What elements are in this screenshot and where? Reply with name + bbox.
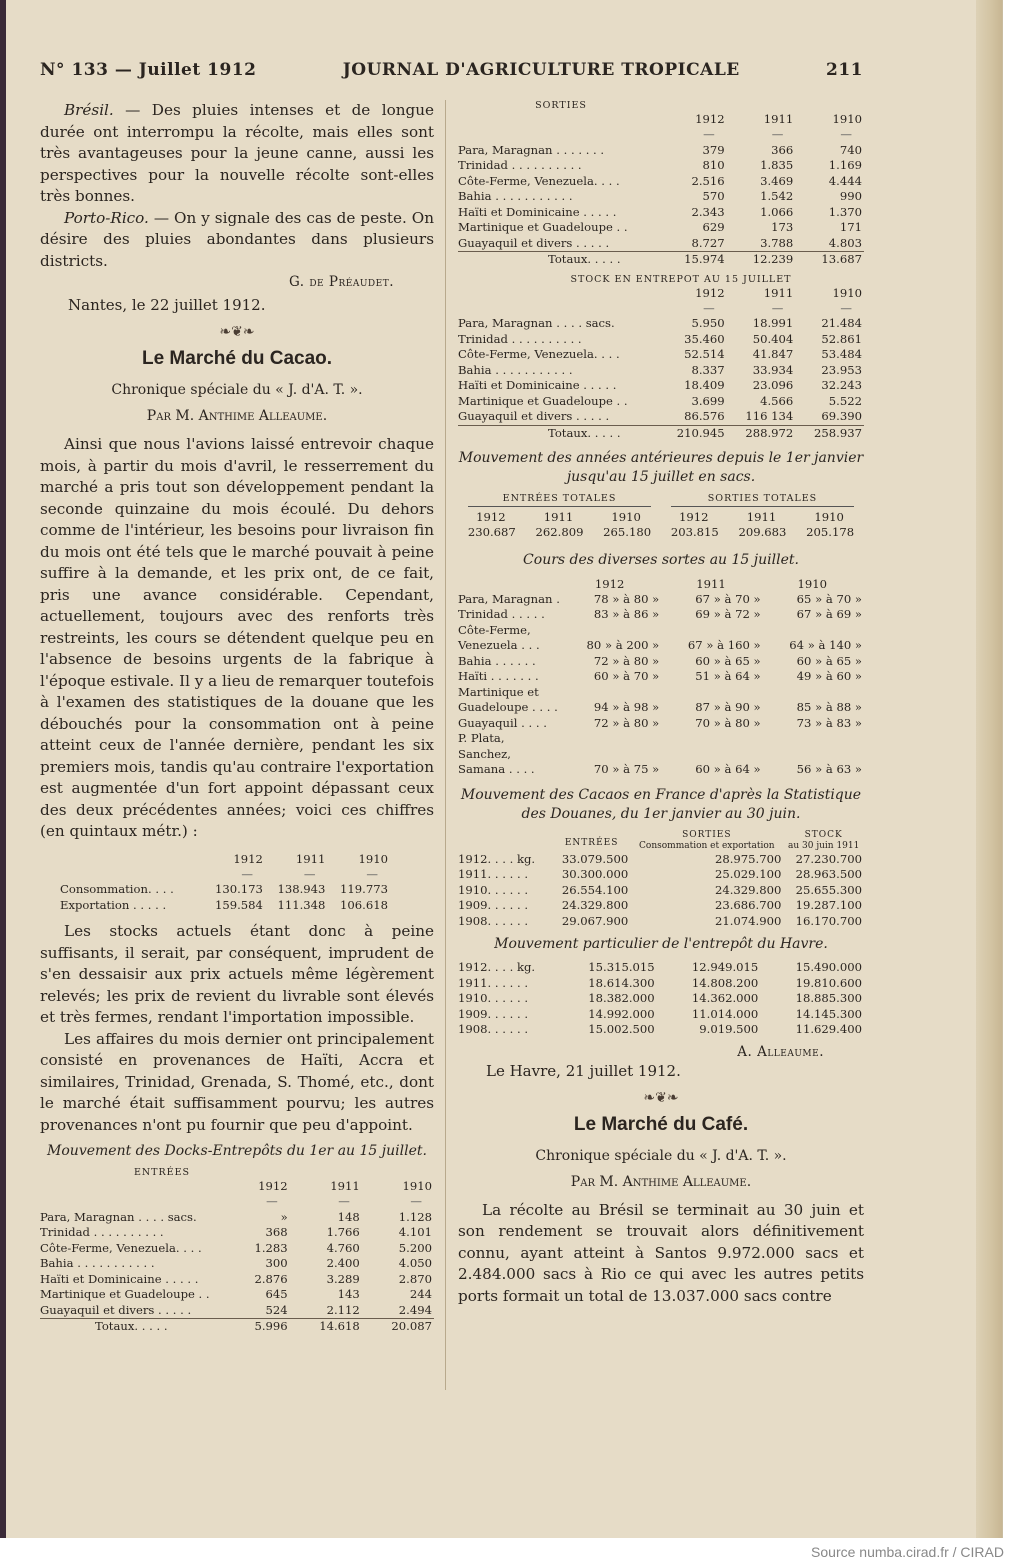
entrees-heading: ENTRÉES: [133, 1167, 191, 1178]
table-row: 230.687 262.809 265.180 203.815 209.683 205.178: [467, 525, 855, 539]
table-row: Para, Maragnan . . . . sacs. 5.950 18.991 21.484: [458, 316, 862, 330]
table-row: Haïti et Dominicaine . . . . . 2.876 3.289 2.870: [40, 1271, 432, 1286]
cours-caption: Cours des diverses sortes au 15 juillet.: [523, 551, 799, 568]
cours-table: 1912 1911 1910 Para, Maragnan . 78 » à 80 » 67 » à 70 » 65 » à 70 » Trinidad . . . . . 83 » à 86 » 69 » à 72 » 67 » à 69 » Côte-Ferme, Venezuela . . . 80 » à 200 » 67 » à 160 » 64 » à 140 » Bahia . . . . . . 72 » à 80 » 60 » à 65 » 60 » à 65 » Haïti . . . . . . . 60 » à 70 » 51 » à 64 » 49 » à 60 » Martinique et Guadeloupe . . . . 94 » à 98 » 87 » à 90 » 85 » à 88 » Guayaquil . . . . 72 » à 80 » 70 » à 80 » 73 » à 83 » P. Plata, Sanchez, Samana . . . . 70 » à 75 » 60 » à 64 » 56 » à 63 »: [458, 576, 862, 776]
table-row: Exportation . . . . . 159.584 111.348 106.618: [60, 897, 388, 912]
table-row: 1908. . . . . . 29.067.900 21.074.900 16.170.700: [458, 913, 862, 928]
table-row: Consommation. . . . 130.173 138.943 119.773: [60, 882, 388, 896]
table-row: Bahia . . . . . . . . . . . 8.337 33.934 23.953: [458, 362, 862, 377]
table-row: Martinique et Guadeloupe . . 629 173 171: [458, 220, 862, 234]
table-row: Haïti . . . . . . . 60 » à 70 » 51 » à 64 » 49 » à 60 »: [458, 669, 862, 683]
table-row: Para, Maragnan . 78 » à 80 » 67 » à 70 » 65 » à 70 »: [458, 591, 862, 606]
france-caption: Mouvement des Cacaos en France d'après la Statistique des Douanes, du 1er janvier au 30 juin.: [460, 786, 862, 822]
mvt-caption: Mouvement des années antérieures depuis le 1er janvier jusqu'au 15 juillet en sacs.: [458, 450, 864, 485]
conso-table: 1912 1911 1910 — — — Consommation. . . . 130.173 138.943 119.773 Exportation . . . . . 159.584 111.348 106.618: [60, 851, 388, 912]
sorties-heading: SORTIES: [535, 100, 587, 111]
cafe-title: Le Marché du Café.: [573, 1113, 749, 1135]
cacao-title: Le Marché du Cacao.: [141, 348, 333, 369]
table-row: Para, Maragnan . . . . sacs. » 148 1.128: [40, 1209, 432, 1224]
left-column: [40, 100, 434, 1335]
cacao-subtitle: Chronique spéciale du « J. d'A. T. ».: [111, 382, 363, 398]
cafe-author: Par M. Anthime Alleaume.: [570, 1173, 752, 1190]
totals-row: Totaux. . . . . 15.974 12.239 13.687: [458, 252, 864, 268]
table-row: Trinidad . . . . . . . . . . 35.460 50.404 52.861: [458, 331, 862, 346]
table-row: 1911. . . . . . 30.300.000 25.029.100 28.963.500: [458, 867, 862, 881]
table-row: 1908. . . . . . 15.002.500 9.019.500 11.629.400: [458, 1022, 862, 1036]
table-row: Guayaquil et divers . . . . . 524 2.112 2.494: [40, 1302, 432, 1317]
right-column: [458, 100, 864, 1307]
table-row: Guayaquil et divers . . . . . 86.576 116 134 69.390: [458, 409, 862, 423]
column-rule: [445, 100, 446, 1390]
table-row: Martinique et Guadeloupe . . 645 143 244: [40, 1287, 432, 1301]
table-row: Bahia . . . . . . 72 » à 80 » 60 » à 65 » 60 » à 65 »: [458, 653, 862, 668]
cacao-paragraph-2: Les stocks actuels étant donc à peine suffisants, il serait, par conséquent, imprudent de s'en dessaisir aux prix actuels même légèrement relevés; les prix de revient du livrable sont élevés et très fermes, rendant l'importation impossible.: [40, 922, 434, 1026]
cacao-paragraph-1: Ainsi que nous l'avions laissé entrevoir chaque mois, à partir du mois d'avril, le resserrement du marché a pris tout son développement pendant la seconde quinzaine du mois écoulé. Du dehors comme de l'intérieur, les besoins pour livraison fin du mois ont été tels que le marché pouvait à peine suffire à la demande, et les prix ont, de ce fait, pris une avance considérable. Cependant, actuellement, toujours avec des renforts très restreints, les cours se détendent quelque peu en l'absence de besoins urgents de la fabrique à l'époque estivale. Il y a lieu de remarquer toutefois à l'examen des statistiques de la douane que les débouchés pour la consommation ont à peine atteint ceux de l'année dernière, pendant les six premiers mois, tandis qu'au contraire l'exportation est augmentée d'un fort appoint dépassant ceux des deux précédentes années; voici ces chiffres (en quintaux métr.) :: [40, 435, 434, 840]
table-row: 1909. . . . . . 14.992.000 11.014.000 14.145.300: [458, 1006, 862, 1021]
ornament-divider-2: ❧❦❧: [643, 1089, 679, 1106]
table-row: 1911. . . . . . 18.614.300 14.808.200 19.810.600: [458, 975, 862, 990]
table-row: Bahia . . . . . . . . . . . 300 2.400 4.050: [40, 1256, 432, 1270]
signature-alleaume: A. Alleaume.: [737, 1043, 824, 1060]
table-row: P. Plata, Sanchez, Samana . . . . 70 » à 75 » 60 » à 64 » 56 » à 63 »: [458, 731, 862, 776]
table-row: Haïti et Dominicaine . . . . . 18.409 23.096 32.243: [458, 378, 862, 392]
sorties-table: 1912 1911 1910 — — — Para, Maragnan . . . . . . . 379 366 740 Trinidad . . . . . . . . . . 810 1.835 1.169 Côte-Ferme, Venezuela. . . . 2.516 3.469 4.444 Bahia . . . . . . . . . . . 570 1.542 990 Haïti et Dominicaine . . . . . 2.343 1.066 1.370 Martinique et Guadeloupe . . 629 173 171 Guayaquil et divers . . . . . 8.727 3.788 4.803 Totaux. . . . . 15.974 12.239 13.687: [458, 112, 862, 266]
stock-heading: STOCK EN ENTREPOT AU 15 JUILLET: [570, 273, 792, 285]
porto-rico-paragraph: Porto-Rico. — On y signale des cas de peste. On désire des pluies abondantes dans plusieurs districts.: [40, 208, 434, 270]
table-row: Trinidad . . . . . . . . . . 368 1.766 4.101: [40, 1225, 432, 1239]
mvt-headers: [458, 493, 864, 507]
table-row: Côte-Ferme, Venezuela . . . 80 » à 200 » 67 » à 160 » 64 » à 140 »: [458, 622, 862, 652]
docks-caption: Mouvement des Docks-Entrepôts du 1er au 15 juillet.: [47, 1143, 427, 1159]
page-number: 211: [826, 60, 863, 80]
dateline-nantes: Nantes, le 22 juillet 1912.: [68, 296, 266, 314]
issue-number: N° 133 — Juillet 1912: [40, 60, 257, 80]
france-table: ENTRÉES SORTIES Consommation et exportation STOCK au 30 juin 1911 1912. . . . kg. 33.079.500 28.975.700 27.230.700 1911. . . . . . 30.300.000 25.029.100 28.963.500 1910. . . . . . 26.554.100 24.329.800 25.655.300 1909. . . . . . 24.329.800 23.686.700 19.287.100 1908. . . . . . 29.067.900 21.074.900 16.170.700: [458, 829, 862, 928]
table-row: Trinidad . . . . . . . . . . 810 1.835 1.169: [458, 158, 862, 172]
table-row: 1912. . . . kg. 15.315.015 12.949.015 15.490.000: [458, 960, 862, 974]
stock-table: 1912 1911 1910 — — — Para, Maragnan . . . . sacs. 5.950 18.991 21.484 Trinidad . . . . . . . . . . 35.460 50.404 52.861 Côte-Ferme, Venezuela. . . . 52.514 41.847 53.484 Bahia . . . . . . . . . . . 8.337 33.934 23.953 Haïti et Dominicaine . . . . . 18.409 23.096 32.243 Martinique et Guadeloupe . . 3.699 4.566 5.522 Guayaquil et divers . . . . . 86.576 116 134 69.390 Totaux. . . . . 210.945 288.972 258.937: [458, 285, 862, 440]
table-row: 1910. . . . . . 26.554.100 24.329.800 25.655.300: [458, 882, 862, 897]
table-row: Côte-Ferme, Venezuela. . . . 2.516 3.469 4.444: [458, 173, 862, 188]
table-row: Martinique et Guadeloupe . . 3.699 4.566 5.522: [458, 393, 862, 408]
cafe-paragraph: La récolte au Brésil se terminait au 30 juin et son rendement se trouvait alors définitivement connu, ayant atteint à Santos 9.972.000 sacs et 2.484.000 sacs à Rio ce qui avec les autres petits ports formait un total de 13.037.000 sacs contre: [458, 1200, 864, 1305]
page-edge: [976, 0, 1002, 1538]
signature-preaudet: G. de Préaudet.: [288, 274, 394, 290]
totals-row: Totaux. . . . . 5.996 14.618 20.087: [40, 1319, 434, 1335]
totals-row: Totaux. . . . . 210.945 288.972 258.937: [458, 425, 864, 441]
cacao-author: Par M. Anthime Alleaume.: [146, 408, 328, 424]
cafe-subtitle: Chronique spéciale du « J. d'A. T. ».: [535, 1147, 787, 1164]
table-row: 1909. . . . . . 24.329.800 23.686.700 19.287.100: [458, 898, 862, 912]
table-row: Para, Maragnan . . . . . . . 379 366 740: [458, 142, 862, 157]
mvt-table: 1912 1911 1910 1912 1911 1910 230.687 262.809 265.180 203.815 209.683 205.178: [458, 509, 864, 541]
havre-caption: Mouvement particulier de l'entrepôt du Havre.: [494, 936, 828, 952]
bresil-paragraph: Brésil. — Des pluies intenses et de longue durée ont interrompu la récolte, mais elles sont très avantageuses pour la jeune canne, aussi les perspectives pour la nouvelle récolte sont-elles très bonnes.: [40, 101, 434, 205]
sorties-totales-label: SORTIES TOTALES: [671, 493, 854, 507]
binding-spine: [0, 0, 6, 1538]
table-row: Martinique et Guadeloupe . . . . 94 » à 98 » 87 » à 90 » 85 » à 88 »: [458, 684, 862, 714]
ornament-divider: ❧❦❧: [219, 324, 255, 340]
table-row: 1910. . . . . . 18.382.000 14.362.000 18.885.300: [458, 991, 862, 1005]
table-row: Guayaquil et divers . . . . . 8.727 3.788 4.803: [458, 235, 862, 250]
source-credit: Source numba.cirad.fr / CIRAD: [811, 1544, 1004, 1560]
dateline-havre: Le Havre, 21 juillet 1912.: [486, 1061, 681, 1080]
table-row: Haïti et Dominicaine . . . . . 2.343 1.066 1.370: [458, 204, 862, 219]
table-row: Côte-Ferme, Venezuela. . . . 52.514 41.847 53.484: [458, 347, 862, 361]
journal-title: JOURNAL D'AGRICULTURE TROPICALE: [342, 60, 740, 80]
table-row: 1912. . . . kg. 33.079.500 28.975.700 27.230.700: [458, 851, 862, 866]
table-row: Côte-Ferme, Venezuela. . . . 1.283 4.760 5.200: [40, 1240, 432, 1255]
entrees-table: 1912 1911 1910 — — — Para, Maragnan . . . . sacs. » 148 1.128 Trinidad . . . . . . . . . . 368 1.766 4.101 Côte-Ferme, Venezuela. . . . 1.283 4.760 5.200 Bahia . . . . . . . . . . . 300 2.400 4.050 Haïti et Dominicaine . . . . . 2.876 3.289 2.870 Martinique et Guadeloupe . . 645 143 244 Guayaquil et divers . . . . . 524 2.112 2.494 Totaux. . . . . 5.996 14.618 20.087: [40, 1179, 432, 1333]
havre-table: [458, 960, 864, 1038]
table-row: Guayaquil . . . . 72 » à 80 » 70 » à 80 » 73 » à 83 »: [458, 715, 862, 730]
table-row: Bahia . . . . . . . . . . . 570 1.542 990: [458, 189, 862, 203]
cacao-paragraph-3: Les affaires du mois dernier ont principalement consisté en provenances de Haïti, Accra et similaires, Trinidad, Grenada, S. Thomé, etc., dont le marché était suffisamment pourvu; les autres provenances n'ont pu fournir que peu d'appoint.: [40, 1029, 434, 1134]
table-row: Trinidad . . . . . 83 » à 86 » 69 » à 72 » 67 » à 69 »: [458, 607, 862, 621]
entrees-totales-label: ENTRÉES TOTALES: [468, 493, 651, 507]
running-header: [40, 60, 863, 80]
